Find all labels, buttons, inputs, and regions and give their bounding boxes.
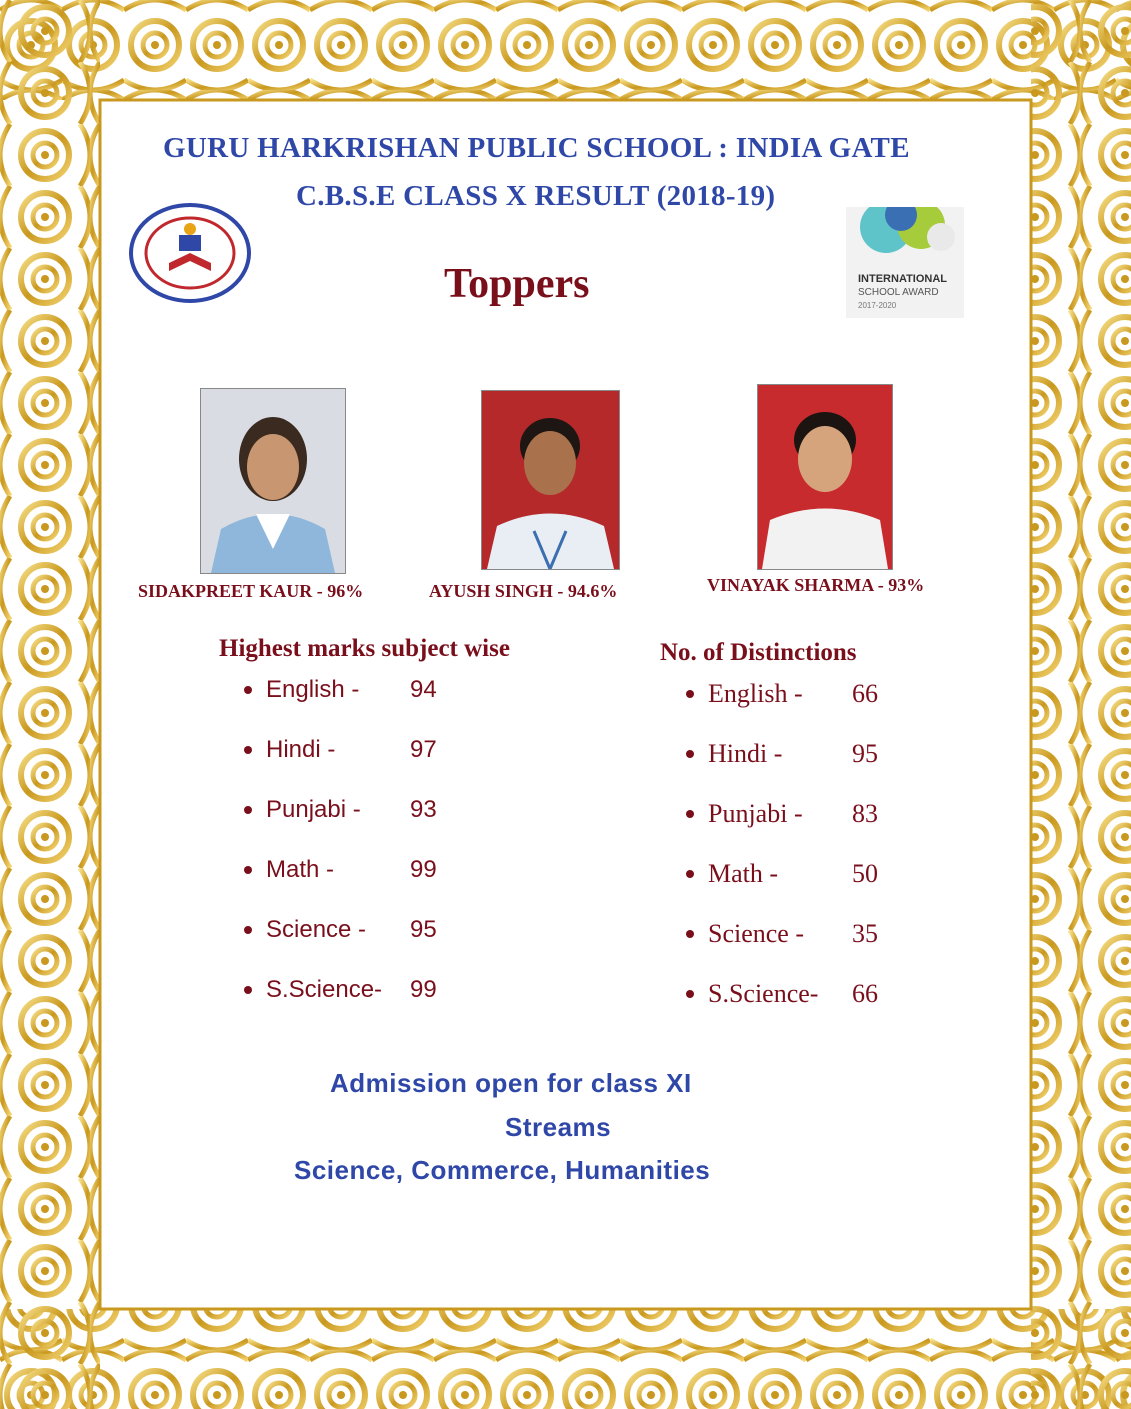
highest-marks-row (244, 913, 437, 947)
subject-name: Punjabi - (266, 796, 361, 823)
bullet-icon (686, 870, 694, 878)
bullet-icon (244, 986, 252, 994)
subject-name: Science - (708, 919, 805, 948)
highest-marks-title: Highest marks subject wise (219, 635, 510, 662)
subject-value: 94 (410, 676, 437, 703)
topper-caption-2: AYUSH SINGH - 94.6% (429, 581, 618, 601)
school-title: GURU HARKRISHAN PUBLIC SCHOOL : INDIA GATE (163, 132, 910, 164)
subject-name: Hindi - (266, 736, 336, 763)
subject-name: Math - (708, 859, 779, 888)
subject-name: S.Science- (266, 976, 383, 1003)
bullet-icon (244, 866, 252, 874)
subject-value: 83 (852, 799, 878, 828)
topper-caption-1: SIDAKPREET KAUR - 96% (138, 581, 364, 601)
toppers-heading: Toppers (444, 261, 590, 307)
bullet-icon (686, 690, 694, 698)
bullet-icon (686, 930, 694, 938)
streams-list: Science, Commerce, Humanities (294, 1155, 711, 1185)
subject-name: Math - (266, 856, 335, 883)
award-years: 2017-2020 (858, 301, 897, 310)
bullet-icon (686, 990, 694, 998)
subject-value: 66 (852, 979, 878, 1008)
highest-marks-row (244, 853, 437, 887)
subject-value: 93 (410, 796, 437, 823)
subject-value: 99 (410, 856, 437, 883)
distinctions-row (686, 677, 878, 711)
subject-value: 99 (410, 976, 437, 1003)
bullet-icon (244, 926, 252, 934)
subject-value: 35 (852, 919, 878, 948)
distinctions-title: No. of Distinctions (660, 639, 857, 666)
highest-marks-row (244, 673, 437, 707)
subject-name: Punjabi - (708, 799, 803, 828)
topper-photo-3 (757, 384, 893, 570)
subject-name: Hindi - (708, 739, 783, 768)
streams-label: Streams (505, 1112, 612, 1142)
distinctions-row (686, 797, 878, 831)
subject-name: Science - (266, 916, 367, 943)
result-title: C.B.S.E CLASS X RESULT (2018-19) (296, 180, 776, 212)
subject-value: 50 (852, 859, 878, 888)
highest-marks-row (244, 793, 437, 827)
award-line2: SCHOOL AWARD (858, 287, 939, 298)
subject-name: S.Science- (708, 979, 819, 1008)
bullet-icon (686, 810, 694, 818)
distinctions-row (686, 857, 878, 891)
admission-line: Admission open for class XI (330, 1068, 692, 1098)
topper-photo-2 (481, 390, 620, 570)
topper-photo-1 (200, 388, 346, 574)
school-logo (129, 203, 251, 303)
award-line1: INTERNATIONAL (858, 273, 948, 285)
bullet-icon (244, 746, 252, 754)
highest-marks-row (244, 733, 437, 767)
bullet-icon (244, 686, 252, 694)
subject-name: English - (266, 676, 360, 703)
distinctions-row (686, 977, 878, 1011)
subject-value: 95 (410, 916, 437, 943)
bullet-icon (686, 750, 694, 758)
subject-name: English - (708, 679, 803, 708)
distinctions-row (686, 737, 878, 771)
subject-value: 66 (852, 679, 878, 708)
subject-value: 95 (852, 739, 878, 768)
distinctions-row (686, 917, 878, 951)
bullet-icon (244, 806, 252, 814)
highest-marks-row (244, 973, 437, 1007)
international-school-award-logo (846, 207, 964, 318)
subject-value: 97 (410, 736, 437, 763)
topper-caption-3: VINAYAK SHARMA - 93% (707, 575, 925, 595)
